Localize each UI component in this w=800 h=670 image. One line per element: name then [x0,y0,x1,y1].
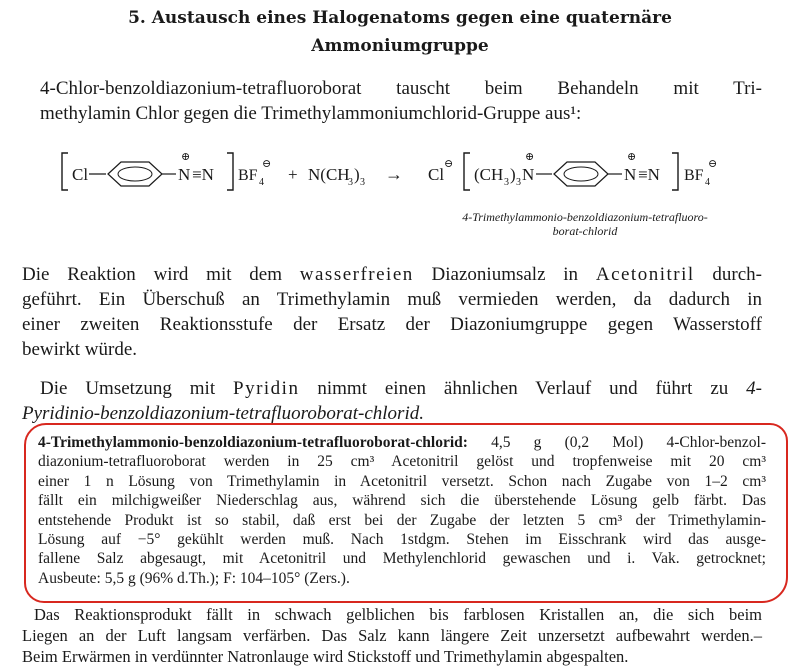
charge-minus-3: ⊖ [708,158,718,170]
charge-minus-2: ⊖ [444,158,454,170]
product-triple: ≡N [638,165,660,184]
paragraph-1 [22,262,762,362]
charge-plus-2: ⊕ [525,151,535,163]
p1-line2: geführt. Ein Überschuß an Trimethylamin muß vermieden werden, da dadurch in [22,289,762,310]
proc-line1 [38,433,766,452]
benzene-aromatic-circle-1 [118,167,152,181]
product-caption-line1: 4-Trimethylammonio-benzoldiazonium-tetrafluoro- [462,210,708,224]
closing-line2: Liegen an der Luft langsam verfärben. Das Salz kann längere Zeit unzersetzt aufbewahrt werden.– [22,626,762,645]
benzene-ring-1 [108,162,162,186]
proc-line7: fallene Salz abgesaugt, mit Acetonitril und Methylenchlorid gewaschen und i. Vak. getrocknet; [38,550,766,568]
right-bracket-close [672,153,678,190]
product-group-sub2: 3 [516,177,521,188]
left-bracket-open [62,153,68,190]
p1-line4: bewirkt würde. [22,339,138,360]
closing-line1: Das Reaktionsprodukt fällt in schwach gelblichen bis farblosen Kristallen an, die sich beim [34,605,762,624]
paragraph-2 [22,376,762,426]
reagent-sub2: 3 [360,177,365,188]
charge-minus-1: ⊖ [262,158,272,170]
reactant-bf4: BF [238,167,258,184]
proc-line3: einer 1 n Lösung von Trimethylamin in Acetonitril versetzt. Schon nach Zugabe von 1–2 cm³ [38,472,766,490]
product-n2: N [624,165,637,184]
p2-emphasis-pyridine: Pyridin [233,378,300,399]
product-bf4: BF [684,167,704,184]
p1-text: durch- [694,264,763,285]
section-heading-line2: Ammoniumgruppe [311,36,489,56]
benzene-aromatic-circle-2 [564,167,598,181]
p2-text: Die Umsetzung mit [40,378,233,399]
reaction-arrow: → [385,164,403,184]
charge-plus-3: ⊕ [627,151,637,163]
benzene-ring-2 [554,162,608,186]
intro-line2: methylamin Chlor gegen die Trimethylammoniumchlorid-Gruppe aus¹: [40,103,582,124]
right-bracket-open [464,153,470,190]
diazonium-triple: ≡N [192,165,214,184]
procedure-paragraph [38,433,766,588]
reactant-bf4-sub: 4 [259,177,264,188]
reagent-trimethylamine: N(CH [308,165,350,184]
reagent-end: ) [354,165,360,184]
proc-line4: fällt ein milchigweißer Niederschlag aus, während sich die überstehende Lösung gelb färbt. Das [38,492,766,510]
p2-line1 [22,376,762,401]
product-bf4-sub: 4 [705,177,710,188]
plus-sign: + [288,165,298,184]
proc-line8: Ausbeute: 5,5 g (96% d.Th.); F: 104–105° (Zers.). [38,569,350,587]
p2-italic-compound: Pyridinio-benzoldiazonium-tetrafluoroborat-chlorid. [22,403,424,424]
p2-text: nimmt einen ähnlichen Verlauf und führt zu [299,378,747,399]
diazonium-n: N [178,165,191,184]
proc-text: 4,5 g (0,2 Mol) 4-Chlor-benzol- [467,434,766,451]
product-caption-line2: borat-chlorid [552,224,618,238]
product-group: (CH [474,165,504,184]
charge-plus-1: ⊕ [181,151,191,163]
p1-emphasis-acetonitrile: Acetonitril [595,264,695,285]
intro-line1: 4-Chlor-benzoldiazonium-tetrafluoroborat tauscht beim Behandeln mit Tri- [40,78,762,99]
proc-line5: entstehende Produkt ist so stabil, daß erst bei der Zugabe der letzten 5 cm³ der Trimethylamin- [38,511,766,529]
product-cl: Cl [428,165,445,184]
p1-line3: einer zweiten Reaktionsstufe der Ersatz der Diazoniumgruppe gegen Wasserstoff [22,314,762,335]
proc-line2: diazonium-tetrafluoroborat werden in 25 cm³ Acetonitril gelöst und tropfenweise mit 20 cm³ [38,453,766,471]
proc-line6: Lösung auf −5° gekühlt werden muß. Nach 1stdgm. Stehen im Eisschrank wird das ausge- [38,531,766,549]
p2-italic: 4- [746,378,762,399]
closing-line3: Beim Erwärmen in verdünnter Natronlauge wird Stickstoff und Trimethylamin abgespalten. [22,647,629,666]
reagent-sub: 3 [348,177,353,188]
procedure-title: 4-Trimethylammonio-benzoldiazonium-tetrafluoroborat-chlorid: [38,434,468,451]
section-heading-line1: 5. Austausch eines Halogenatoms gegen eine quaternäre [128,8,672,28]
p1-text: Diazoniumsalz in [413,264,596,285]
product-group-sub: 3 [504,177,509,188]
p1-emphasis-anhydrous: wasserfreien [299,264,414,285]
product-group-end: ) [510,165,516,184]
closing-paragraph [22,604,762,667]
p1-line1 [22,262,762,287]
product-caption [420,210,750,238]
product-n: N [522,165,535,184]
left-bracket-close [227,153,233,190]
p1-text: Die Reaktion wird mit dem [22,264,300,285]
intro-paragraph [40,76,762,126]
reactant-cl: Cl [72,165,89,184]
